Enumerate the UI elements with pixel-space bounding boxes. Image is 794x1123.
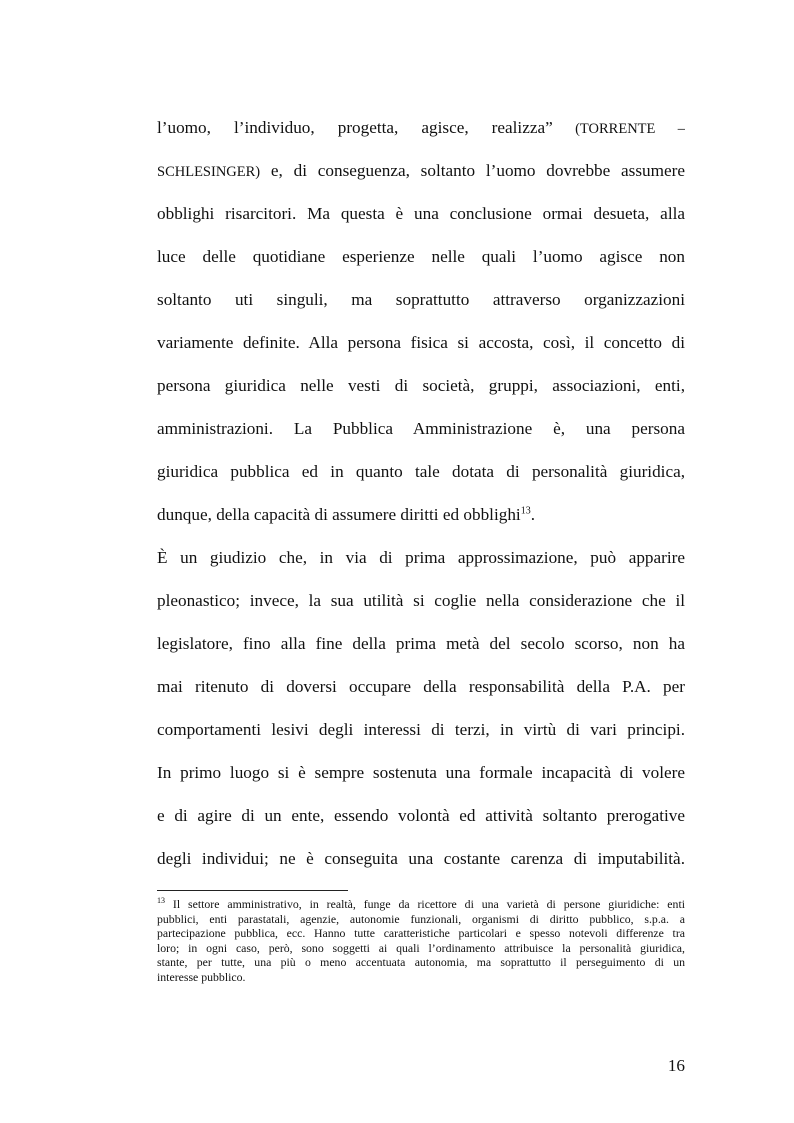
footnote-number: 13	[157, 897, 165, 906]
text-line	[157, 500, 685, 543]
text-line	[157, 156, 685, 199]
footnote-line: loro; in ogni caso, però, sono soggetti ai quali l’ordinamento attribuisce la personalità giuridica,	[157, 940, 685, 955]
text-line: pleonastico; invece, la sua utilità si coglie nella considerazione che il	[157, 591, 685, 610]
text-line	[157, 113, 685, 156]
text-line: persona giuridica nelle vesti di società, gruppi, associazioni, enti,	[157, 376, 685, 395]
footnote-line: pubblici, enti parastatali, agenzie, autonomie funzionali, organismi di diritto pubblico, s.p.a. a	[157, 911, 685, 926]
page-number: 16	[667, 1056, 685, 1075]
text-line: È un giudizio che, in via di prima approssimazione, può apparire	[157, 548, 685, 567]
footnote-line: stante, per tutte, una più o meno accentuata autonomia, ma soprattutto il perseguimento di un	[157, 955, 685, 970]
footnote-separator	[157, 890, 348, 891]
footnote-line	[157, 897, 685, 912]
footnote-line: partecipazione pubblica, ecc. Hanno tutte caratteristiche particolari e spesso notevoli differenze tra	[157, 926, 685, 941]
text-line: amministrazioni. La Pubblica Amministrazione è, una persona	[157, 419, 685, 438]
text-line: soltanto uti singuli, ma soprattutto attraverso organizzazioni	[157, 290, 685, 309]
footnote	[157, 897, 685, 985]
text-line: variamente definite. Alla persona fisica si accosta, così, il concetto di	[157, 333, 685, 352]
text-line: obblighi risarcitori. Ma questa è una conclusione ormai desueta, alla	[157, 204, 685, 223]
text-fragment: l’uomo, l’individuo, progetta, agisce, realizza”	[157, 118, 553, 137]
footnote-text: Il settore amministrativo, in realtà, funge da ricettore di una varietà di persone giuridiche: enti	[165, 897, 685, 911]
text-fragment: dunque, della capacità di assumere diritti ed obblighi	[157, 505, 521, 524]
text-fragment: .	[530, 505, 535, 524]
text-fragment: e, di conseguenza, soltanto l’uomo dovrebbe assumere	[260, 161, 685, 180]
text-line: comportamenti lesivi degli interessi di terzi, in virtù di vari principi.	[157, 720, 685, 739]
text-line: degli individui; ne è conseguita una costante carenza di imputabilità.	[157, 849, 685, 868]
text-line: giuridica pubblica ed in quanto tale dotata di personalità giuridica,	[157, 462, 685, 481]
footnote-line: interesse pubblico.	[157, 969, 246, 984]
footnote-reference[interactable]: 13	[520, 505, 531, 517]
text-line: luce delle quotidiane esperienze nelle quali l’uomo agisce non	[157, 247, 685, 266]
citation-fragment: SCHLESINGER)	[157, 164, 261, 180]
citation-fragment: (TORRENTE –	[552, 121, 685, 137]
body-text	[157, 113, 685, 887]
text-line: In primo luogo si è sempre sostenuta una formale incapacità di volere	[157, 763, 685, 782]
text-line: mai ritenuto di doversi occupare della responsabilità della P.A. per	[157, 677, 685, 696]
text-line: legislatore, fino alla fine della prima metà del secolo scorso, non ha	[157, 634, 685, 653]
text-line: e di agire di un ente, essendo volontà ed attività soltanto prerogative	[157, 806, 685, 825]
